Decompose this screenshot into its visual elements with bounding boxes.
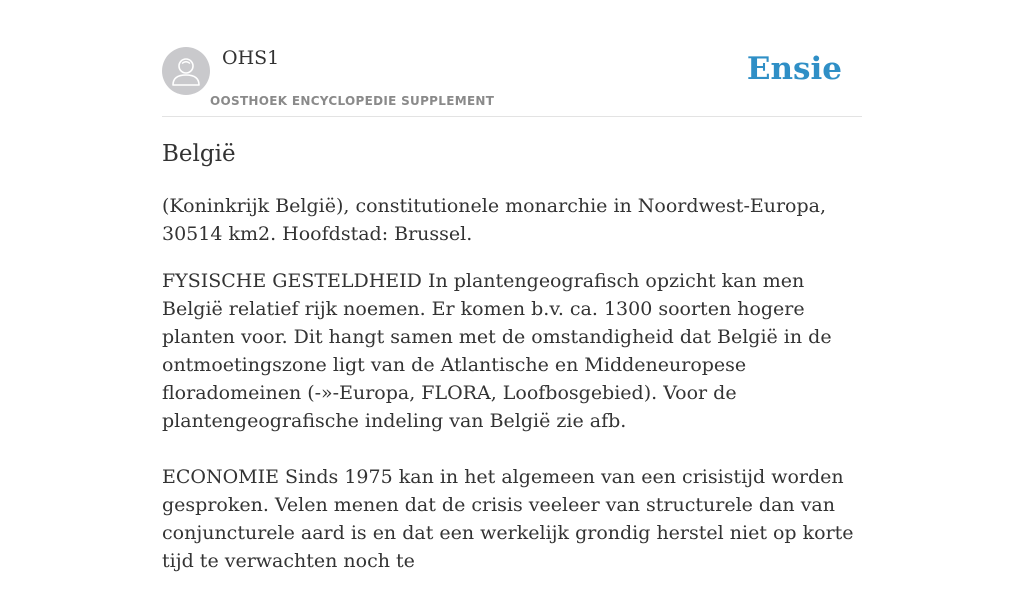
ensie-logo[interactable]: Ensie — [746, 51, 842, 87]
article-header — [162, 0, 862, 117]
article-paragraph: ECONOMIE Sinds 1975 kan in het algemeen van een crisistijd worden gesproken. Velen menen dat de crisis veeleer van structurele dan van conjuncturele aard is en dat een werkelijk grondig herstel niet op korte tijd te verwachten noch te — [162, 466, 854, 572]
article-title: België — [162, 141, 236, 167]
page-container — [162, 0, 862, 572]
article-body — [162, 192, 862, 594]
author-name[interactable]: OHS1 — [222, 47, 280, 69]
source-label[interactable]: OOSTHOEK ENCYCLOPEDIE SUPPLEMENT — [210, 94, 495, 108]
user-icon — [162, 47, 210, 95]
article-paragraph: FYSISCHE GESTELDHEID In plantengeografisch opzicht kan men België relatief rijk noemen. Er komen b.v. ca. 1300 soorten hogere planten voor. Dit hangt samen met de omstandigheid dat België in de ontmoetingszone ligt van de Atlantische en Middeneuropese floradomeinen (-»-Europa, FLORA, Loofbosgebied). Voor de plantengeografische indeling van België zie afb. — [162, 270, 832, 432]
avatar[interactable] — [162, 47, 210, 95]
article-paragraph: (Koninkrijk België), constitutionele monarchie in Noordwest-Europa, 30514 km2. Hoofdstad: Brussel. — [162, 195, 827, 245]
